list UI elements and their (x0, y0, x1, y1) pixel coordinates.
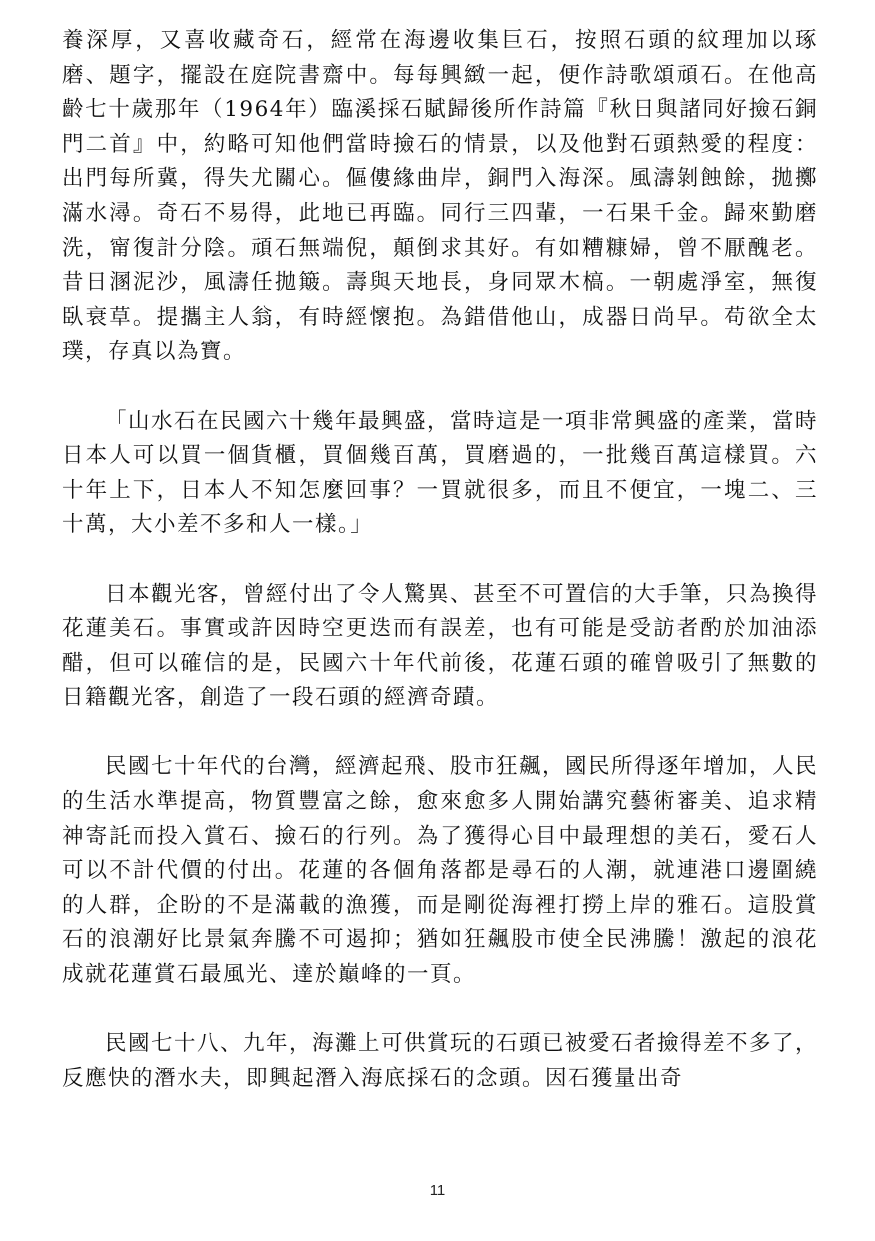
document-body (62, 24, 818, 1096)
paragraph-4: 民國七十年代的台灣，經濟起飛、股市狂飆，國民所得逐年增加，人民的生活水準提高，物質豐富之餘，愈來愈多人開始講究藝術審美、追求精神寄託而投入賞石、撿石的行列。為了獲得心目中最理想的美石，愛石人可以不計代價的付出。花蓮的各個角落都是尋石的人潮，就連港口邊圍繞的人群，企盼的不是滿載的漁獲，而是剛從海裡打撈上岸的雅石。這股賞石的浪潮好比景氣奔騰不可遏抑；猶如狂飆股市使全民沸騰！激起的浪花成就花蓮賞石最風光、達於巔峰的一頁。 (62, 754, 819, 988)
paragraph-1: 養深厚，又喜收藏奇石，經常在海邊收集巨石，按照石頭的紋理加以琢磨、題字，擺設在庭院書齋中。每每興緻一起，便作詩歌頌頑石。在他高齡七十歲那年（1964年）臨溪採石賦歸後所作詩篇『秋日與諸同好撿石銅門二首』中，約略可知他們當時撿石的情景，以及他對石頭熱愛的程度：出門每所冀，得失尤關心。傴僂緣曲岸，銅門入海深。風濤剝蝕餘，拋擲滿水潯。奇石不易得，此地已再臨。同行三四輩，一石果千金。歸來勤磨洗，甯復計分陰。頑石無端倪，顛倒求其好。有如糟糠婦，曾不厭醜老。昔日溷泥沙，風濤任拋簸。壽與天地長，身同眾木槁。一朝處淨室，無復臥衰草。提攜主人翁，有時經懷抱。為錯借他山，成器日尚早。苟欲全太璞，存真以為寶。 (62, 28, 818, 365)
paragraph-5: 民國七十八、九年，海灘上可供賞玩的石頭已被愛石者撿得差不多了，反應快的潛水夫，即興起潛入海底採石的念頭。因石獲量出奇 (62, 1031, 819, 1091)
page-number: 11 (429, 1182, 446, 1199)
paragraph-gap (62, 993, 818, 1028)
paragraph-gap (62, 543, 818, 578)
paragraph-3: 日本觀光客，曾經付出了令人驚異、甚至不可置信的大手筆，只為換得花蓮美石。事實或許因時空更迭而有誤差，也有可能是受訪者酌於加油添醋，但可以確信的是，民國六十年代前後，花蓮石頭的確曾吸引了無數的日籍觀光客，創造了一段石頭的經濟奇蹟。 (62, 581, 819, 711)
paragraph-2: 「山水石在民國六十幾年最興盛，當時這是一項非常興盛的產業，當時日本人可以買一個貨櫃，買個幾百萬，買磨過的，一批幾百萬這樣買。六十年上下，日本人不知怎麼回事？一買就很多，而且不便宜，一塊二、三十萬，大小差不多和人一樣。」 (62, 408, 819, 538)
paragraph-gap (62, 370, 818, 405)
paragraph-gap (62, 716, 818, 751)
